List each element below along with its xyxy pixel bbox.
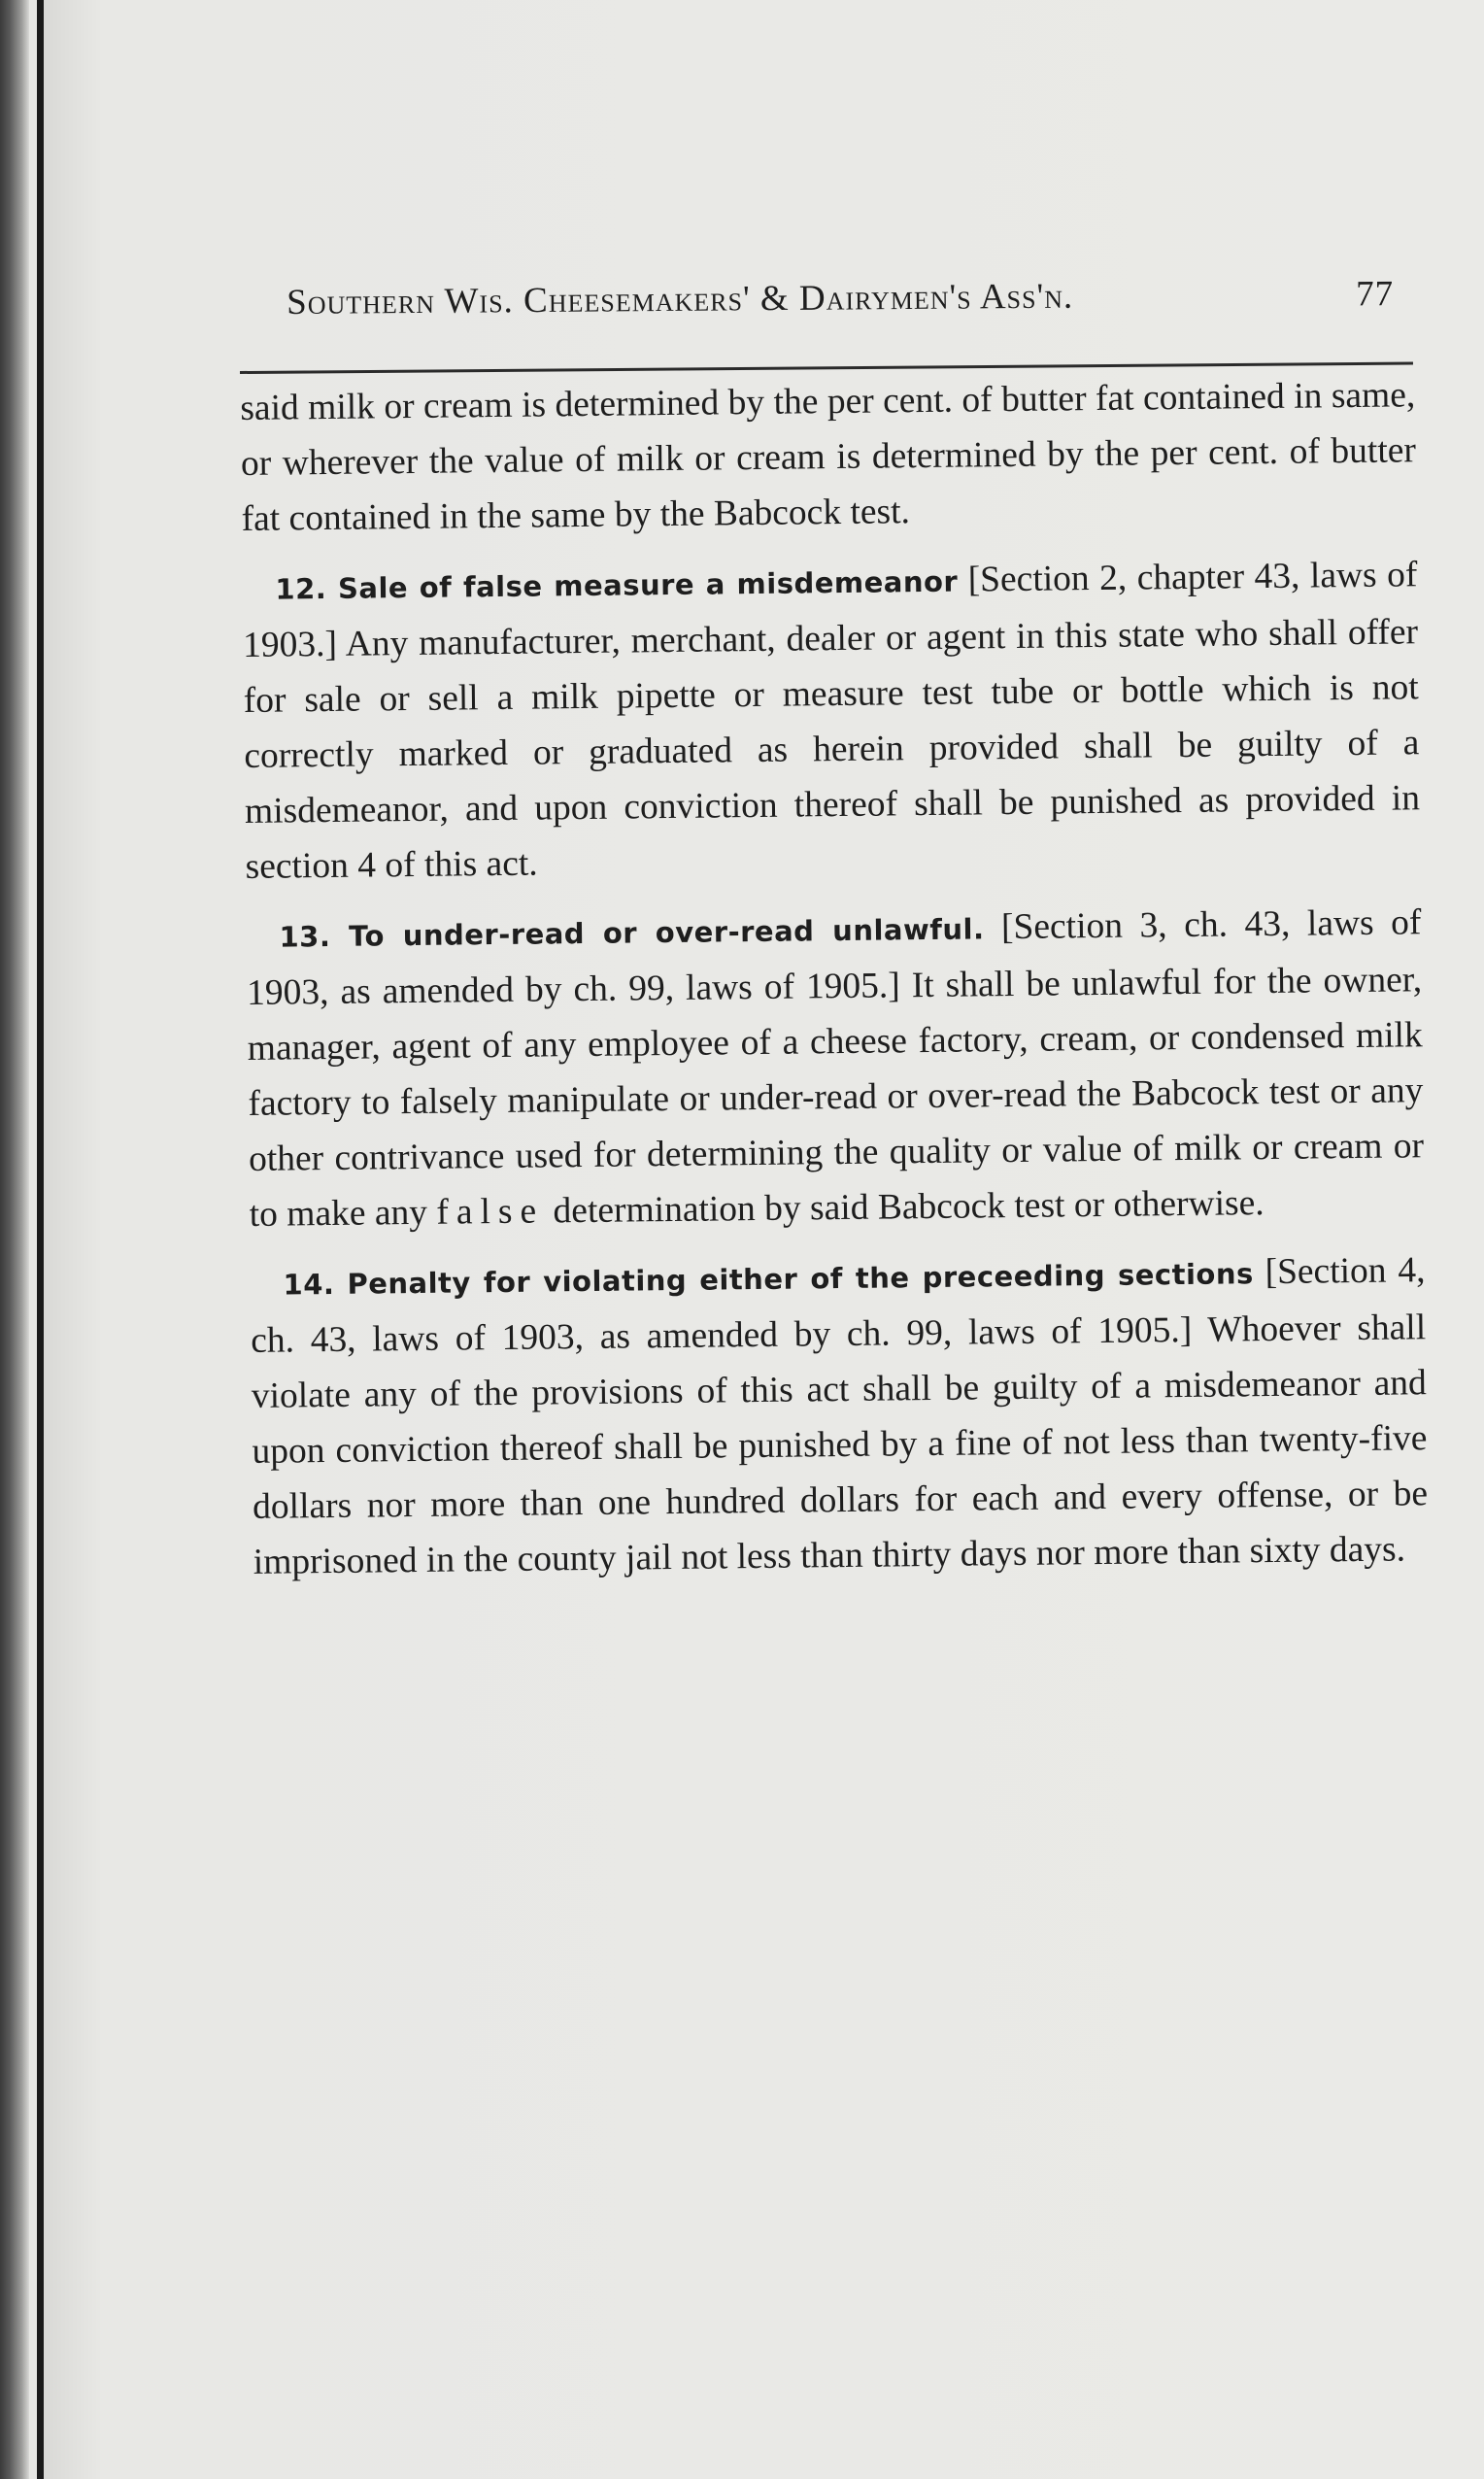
page-body (240, 367, 1429, 1590)
section-text-end: determination by said Babcock test or otherwise. (553, 1183, 1265, 1232)
section-text: [Section 3, ch. 43, laws of 1903, as amended by ch. 99, laws of 1905.] It shall be unlawful for the owner, manager, agent of any employee of a cheese factory, cream, or condensed milk factory to falsely manipulate or under-read or over-read the Babcock test or any other contrivance used for determining the quality or value of milk or cream or to make any (246, 902, 1425, 1235)
section-text: [Section 2, chapter 43, laws of 1903.] Any manufacturer, merchant, dealer or agent in this state who shall offer for sale or sell a milk pipette or measure test tube or bottle which is not correctly marked or graduated as herein provided shall be guilty of a misdemeanor, and upon conviction thereof shall be punished as provided in section 4 of this act. (242, 555, 1421, 887)
section-12 (242, 547, 1421, 895)
page-edge-shadow (0, 0, 29, 2479)
book-page (44, 0, 1484, 2479)
section-heading: 12. Sale of false measure a misdemeanor (275, 564, 959, 606)
section-heading: 13. To under-read or over-read unlawful. (279, 912, 985, 954)
running-title: Southern Wis. Cheesemakers' & Dairymen's Ass'n. (287, 276, 1074, 323)
section-13 (246, 895, 1425, 1242)
continuation-paragraph: said milk or cream is determined by the per cent. of butter fat contained in same, or wherever the value of milk or cream is determined by the per cent. of butter fat contained in the same by the Babcock test. (240, 375, 1417, 539)
running-head (287, 273, 1413, 340)
book-spine-edge (37, 0, 44, 2479)
section-text: [Section 4, ch. 43, laws of 1903, as amended by ch. 99, laws of 1905.] Whoever shall violate any of the provisions of this act shall be guilty of a misdemeanor and upon conviction thereof shall be punished by a fine of not less than twenty-five dollars nor more than one hundred dollars for each and every offense, or be imprisoned in the county jail not less than thirty days nor more than sixty days. (250, 1250, 1429, 1582)
page-number: 77 (1355, 274, 1395, 315)
spaced-word: false (436, 1191, 545, 1233)
section-heading: 14. Penalty for violating either of the preceeding sections (283, 1257, 1254, 1302)
section-14 (250, 1242, 1429, 1590)
